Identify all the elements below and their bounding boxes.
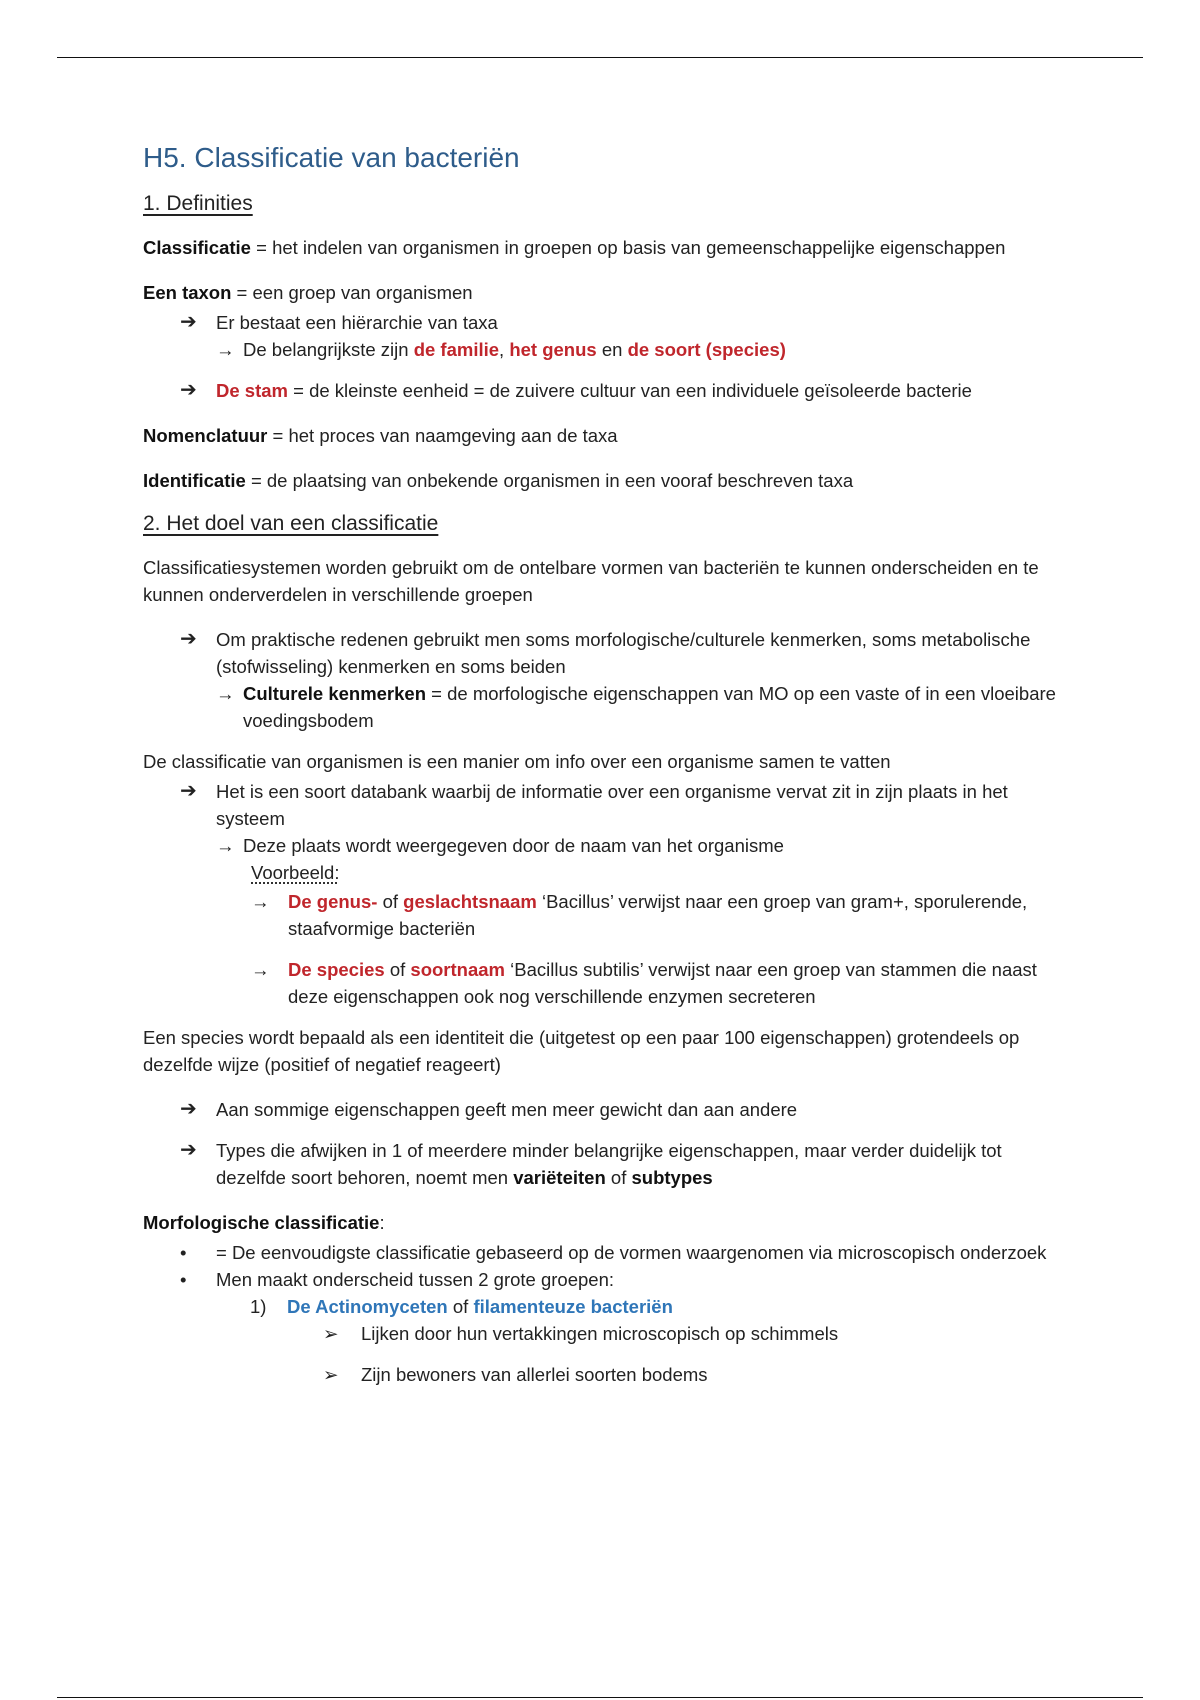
species-definition: Een species wordt bepaald als een identiteit die (uitgetest op een paar 100 eigenschappen) grotendeels op dezelfde wijze (positief of negatief reageert) <box>143 1027 1020 1075</box>
bullet-icon: • <box>180 1269 187 1290</box>
def-nomenclatuur: Nomenclatuur = het proces van naamgeving aan de taxa <box>143 425 618 446</box>
term-geslachtsnaam: geslachtsnaam <box>403 891 537 912</box>
term-species: De species <box>288 959 385 980</box>
arrow-icon: → <box>216 683 235 704</box>
bold-arrow-icon: ➔ <box>180 379 197 401</box>
term-familie: de familie <box>413 339 500 360</box>
term-soort: de soort (species) <box>627 339 786 360</box>
term-nomenclatuur: Nomenclatuur <box>143 425 268 446</box>
term-identificatie: Identificatie <box>143 470 246 491</box>
term-subtypes: subtypes <box>631 1167 713 1188</box>
small-arrow-icon: → <box>251 959 270 980</box>
bold-arrow-icon: ➔ <box>180 780 197 802</box>
term-genus: het genus <box>509 339 597 360</box>
list-item: → De genus- of geslachtsnaam ‘Bacillus’ verwijst naar een groep van gram+, sporulerende, staafvormige bacteriën <box>251 888 1073 942</box>
example-label: Voorbeeld: <box>251 862 340 883</box>
list-item: → Deze plaats wordt weergegeven door de naam van het organisme <box>216 832 1073 859</box>
doel-intro: Classificatiesystemen worden gebruikt om de ontelbare vormen van bacteriën te kunnen onderscheiden en te kunnen onderverdelen in verschillende groepen <box>143 557 1039 605</box>
term-genus-naam: De genus- <box>288 891 378 912</box>
def-taxon: Een taxon = een groep van organismen <box>143 282 473 303</box>
bullet-icon: • <box>180 1242 187 1263</box>
list-number: 1) <box>250 1296 267 1317</box>
term-morfologische-classificatie: Morfologische classificatie <box>143 1212 380 1233</box>
small-arrow-icon: → <box>251 891 270 912</box>
list-item: • Men maakt onderscheid tussen 2 grote groepen: <box>180 1266 1073 1293</box>
page-title: H5. Classificatie van bacteriën <box>143 142 520 173</box>
list-item: ➔ Aan sommige eigenschappen geeft men meer gewicht dan aan andere <box>180 1096 1073 1123</box>
term-actinomyceten: De Actinomyceten <box>287 1296 448 1317</box>
section-heading-doel: 2. Het doel van een classificatie <box>143 512 439 535</box>
list-item: ➔ Het is een soort databank waarbij de informatie over een organisme vervat zit in zijn plaats in het systeem <box>180 778 1073 832</box>
bold-arrow-icon: ➔ <box>180 1098 197 1120</box>
list-item: ➢ Zijn bewoners van allerlei soorten bodems <box>323 1361 1073 1388</box>
check-arrow-icon: ➢ <box>323 1364 339 1385</box>
bold-arrow-icon: ➔ <box>180 311 197 333</box>
term-stam: De stam <box>216 380 288 401</box>
section-heading-definities: 1. Definities <box>143 192 253 215</box>
list-item: → De species of soortnaam ‘Bacillus subtilis’ verwijst naar een groep van stammen die naast deze eigenschappen ook nog verschillende enzymen secreteren <box>251 956 1073 1010</box>
def-identificatie: Identificatie = de plaatsing van onbekende organismen in een vooraf beschreven taxa <box>143 470 854 491</box>
footer-rule <box>57 1697 1143 1698</box>
list-item: ➢ Lijken door hun vertakkingen microscopisch op schimmels <box>323 1320 1073 1347</box>
check-arrow-icon: ➢ <box>323 1323 339 1344</box>
list-item: ➔ Types die afwijken in 1 of meerdere minder belangrijke eigenschappen, maar verder duidelijk tot dezelfde soort behoren, noemt men variëteiten of subtypes <box>180 1137 1073 1191</box>
list-item: ➔ Er bestaat een hiërarchie van taxa <box>180 309 1073 336</box>
header-rule <box>57 57 1143 58</box>
term-varieteiten: variëteiten <box>513 1167 606 1188</box>
arrow-icon: → <box>216 835 235 856</box>
bold-arrow-icon: ➔ <box>180 1139 197 1161</box>
bold-arrow-icon: ➔ <box>180 628 197 650</box>
term-taxon: Een taxon <box>143 282 232 303</box>
term-classificatie: Classificatie <box>143 237 251 258</box>
list-item: ➔ De stam = de kleinste eenheid = de zuivere cultuur van een individuele geïsoleerde bacterie <box>180 377 1073 404</box>
doel-samenvatten: De classificatie van organismen is een manier om info over een organisme samen te vatten <box>143 751 891 772</box>
list-item: → De belangrijkste zijn de familie, het genus en de soort (species) <box>216 336 1073 363</box>
term-culturele-kenmerken: Culturele kenmerken <box>243 683 427 704</box>
def-classificatie: Classificatie = het indelen van organismen in groepen op basis van gemeenschappelijke eigenschappen <box>143 237 1006 258</box>
morfologische-classificatie: Morfologische classificatie: <box>143 1212 385 1233</box>
document-page <box>143 142 1073 1388</box>
term-soortnaam: soortnaam <box>410 959 505 980</box>
term-filamenteuze-bacterien: filamenteuze bacteriën <box>473 1296 673 1317</box>
list-item: ➔ Om praktische redenen gebruikt men soms morfologische/culturele kenmerken, soms metabolische (stofwisseling) kenmerken en soms beiden <box>180 626 1073 680</box>
arrow-icon: → <box>216 339 235 360</box>
list-item: 1) De Actinomyceten of filamenteuze bacteriën <box>250 1293 1073 1320</box>
list-item: → Culturele kenmerken = de morfologische eigenschappen van MO op een vaste of in een vloeibare voedingsbodem <box>216 680 1073 734</box>
list-item: • = De eenvoudigste classificatie gebaseerd op de vormen waargenomen via microscopisch onderzoek <box>180 1239 1073 1266</box>
